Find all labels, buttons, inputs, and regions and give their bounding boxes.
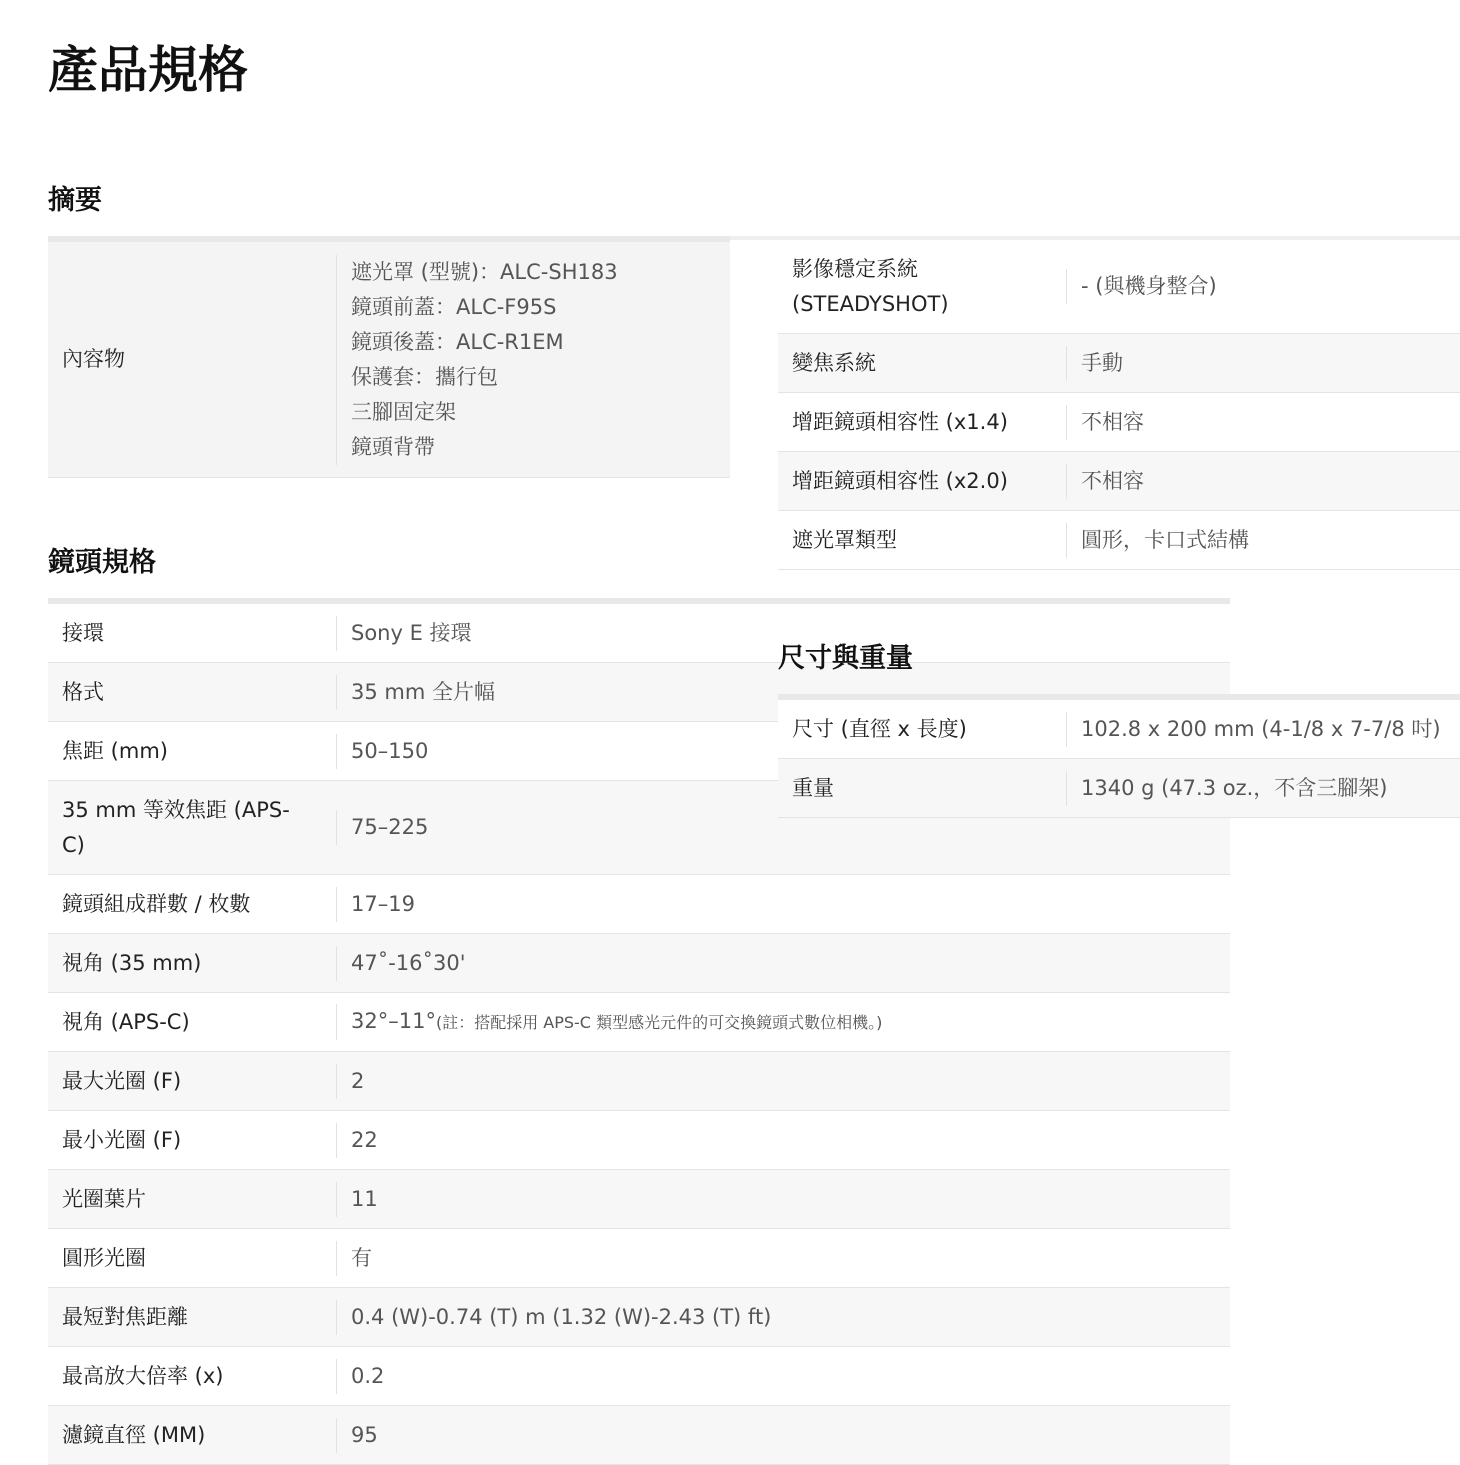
spec-value: 17–19 bbox=[336, 887, 1230, 922]
spec-value: 50–150 bbox=[336, 734, 1230, 769]
spec-key-line: 35 mm 等效焦距 (APS- bbox=[62, 797, 290, 822]
spec-row bbox=[48, 604, 1230, 663]
spec-row bbox=[48, 1406, 1230, 1465]
contents-item: 鏡頭背帶 bbox=[351, 434, 435, 459]
spec-row bbox=[48, 934, 1230, 993]
contents-item: 鏡頭前蓋：ALC-F95S bbox=[351, 294, 557, 319]
spec-value: 1340 g (47.3 oz.，不含三腳架) bbox=[1066, 771, 1460, 806]
spec-key: 鏡頭組成群數 / 枚數 bbox=[62, 891, 251, 916]
spec-row bbox=[778, 393, 1460, 452]
spec-key: 視角 (35 mm) bbox=[62, 950, 202, 975]
spec-value: 0.2 bbox=[336, 1359, 1230, 1394]
spec-key: 視角 (APS-C) bbox=[62, 1009, 190, 1034]
spec-row bbox=[48, 1288, 1230, 1347]
dimensions-table bbox=[778, 694, 1460, 818]
spec-row bbox=[778, 240, 1460, 334]
spec-value: 47˚-16˚30' bbox=[336, 946, 1230, 981]
spec-row bbox=[48, 1170, 1230, 1229]
spec-row bbox=[48, 1111, 1230, 1170]
spec-key: 增距鏡頭相容性 (x1.4) bbox=[792, 409, 1008, 434]
spec-key-line: 影像穩定系統 bbox=[792, 256, 918, 281]
spec-row bbox=[778, 700, 1460, 759]
spec-row-contents bbox=[48, 242, 730, 478]
spec-key-line: (STEADYSHOT) bbox=[792, 291, 949, 316]
spec-row bbox=[48, 875, 1230, 934]
spec-value: 圓形，卡口式結構 bbox=[1066, 523, 1460, 558]
spec-row bbox=[48, 1052, 1230, 1111]
spec-key: 圓形光圈 bbox=[62, 1245, 146, 1270]
summary-features-table bbox=[778, 236, 1460, 570]
spec-value: 不相容 bbox=[1066, 464, 1460, 499]
contents-item: 遮光罩 (型號)：ALC-SH183 bbox=[351, 259, 618, 284]
spec-key: 濾鏡直徑 (MM) bbox=[62, 1422, 206, 1447]
spec-key: 重量 bbox=[792, 775, 834, 800]
contents-item: 三腳固定架 bbox=[351, 399, 456, 424]
spec-value: 0.4 (W)-0.74 (T) m (1.32 (W)-2.43 (T) ft) bbox=[336, 1300, 1230, 1335]
section-title-lens: 鏡頭規格 bbox=[48, 547, 156, 578]
spec-row bbox=[778, 334, 1460, 393]
spec-row bbox=[48, 1347, 1230, 1406]
spec-row bbox=[778, 452, 1460, 511]
spec-key: 尺寸 (直徑 x 長度) bbox=[792, 716, 967, 741]
spec-key: 內容物 bbox=[62, 347, 125, 371]
spec-value: 95 bbox=[336, 1418, 1230, 1453]
spec-key: 增距鏡頭相容性 (x2.0) bbox=[792, 468, 1008, 493]
summary-contents-table bbox=[48, 236, 730, 478]
spec-value: - (與機身整合) bbox=[1066, 269, 1460, 304]
spec-key: 格式 bbox=[62, 679, 104, 704]
spec-value: 有 bbox=[336, 1241, 1230, 1276]
spec-key: 光圈葉片 bbox=[62, 1186, 146, 1211]
section-title-dimensions: 尺寸與重量 bbox=[778, 643, 913, 674]
spec-value: 75–225 bbox=[336, 810, 1230, 845]
spec-value: Sony E 接環 bbox=[336, 616, 1230, 651]
spec-value: 35 mm 全片幅 bbox=[336, 675, 1230, 710]
spec-row bbox=[778, 511, 1460, 570]
spec-key bbox=[48, 793, 336, 863]
spec-value bbox=[336, 255, 730, 465]
contents-item: 鏡頭後蓋：ALC-R1EM bbox=[351, 329, 564, 354]
spec-key: 接環 bbox=[62, 620, 104, 645]
spec-value-note: (註：搭配採用 APS-C 類型感光元件的可交換鏡頭式數位相機。) bbox=[435, 1013, 883, 1032]
spec-value: 手動 bbox=[1066, 346, 1460, 381]
spec-key-line: C) bbox=[62, 832, 85, 857]
spec-value: 102.8 x 200 mm (4-1/8 x 7-7/8 吋) bbox=[1066, 712, 1460, 747]
section-title-summary: 摘要 bbox=[48, 185, 102, 216]
spec-value: 2 bbox=[336, 1064, 1230, 1099]
spec-key: 最短對焦距離 bbox=[62, 1304, 188, 1329]
contents-item: 保護套：攜行包 bbox=[351, 364, 498, 389]
spec-row bbox=[48, 993, 1230, 1052]
spec-key: 最小光圈 (F) bbox=[62, 1127, 182, 1152]
spec-row bbox=[48, 1229, 1230, 1288]
spec-value: 22 bbox=[336, 1123, 1230, 1158]
spec-key: 變焦系統 bbox=[792, 350, 876, 375]
page-title: 產品規格 bbox=[48, 41, 248, 99]
spec-key: 焦距 (mm) bbox=[62, 738, 168, 763]
spec-value bbox=[336, 1004, 1230, 1040]
spec-value: 不相容 bbox=[1066, 405, 1460, 440]
spec-key bbox=[778, 252, 1066, 322]
spec-value-main: 32°–11° bbox=[351, 1009, 436, 1033]
spec-key: 最大光圈 (F) bbox=[62, 1068, 182, 1093]
spec-key: 最高放大倍率 (x) bbox=[62, 1363, 224, 1388]
spec-key: 遮光罩類型 bbox=[792, 527, 897, 552]
spec-row bbox=[778, 759, 1460, 818]
spec-value: 11 bbox=[336, 1182, 1230, 1217]
